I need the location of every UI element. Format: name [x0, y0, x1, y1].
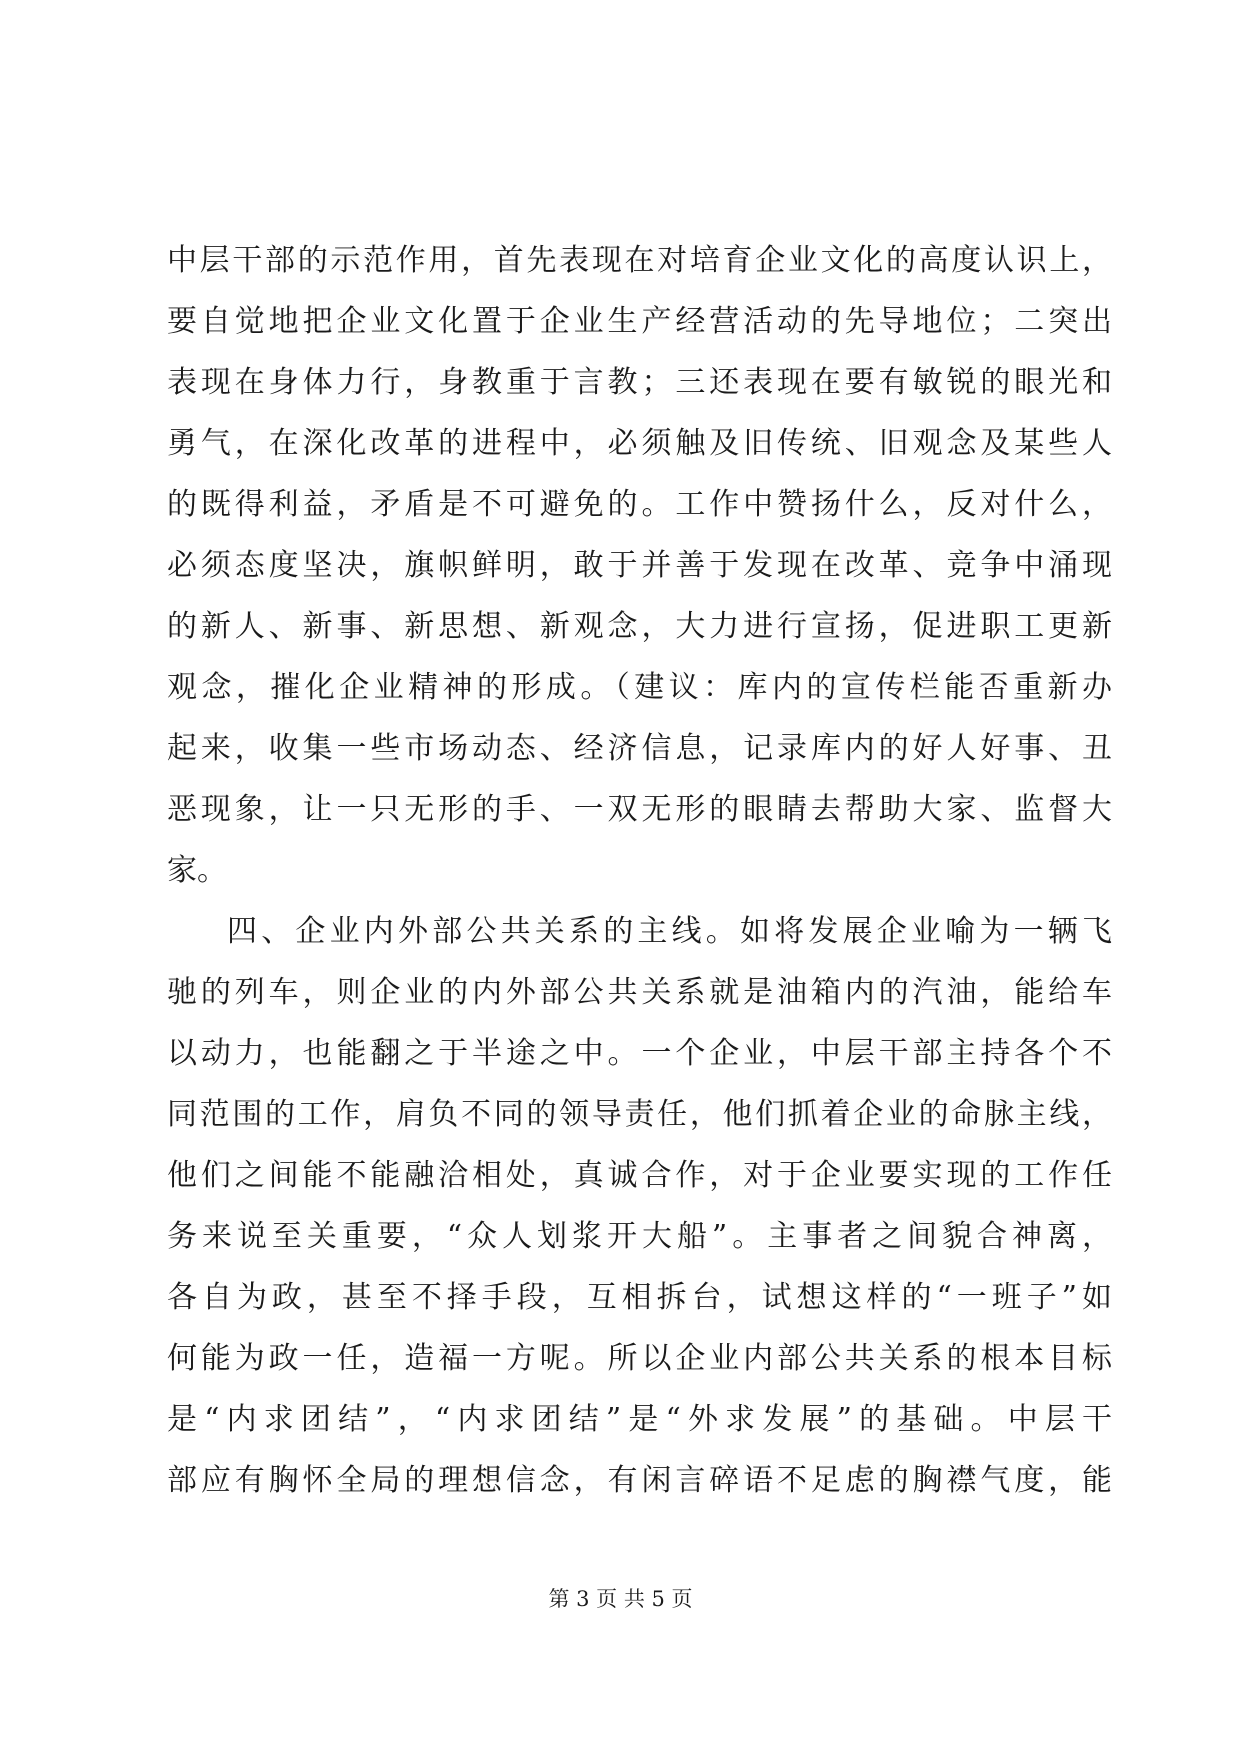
text-line: 起来，收集一些市场动态、经济信息，记录库内的好人好事、丑 — [167, 731, 1112, 766]
page-footer — [0, 1584, 1241, 1614]
text-line: 的既得利益，矛盾是不可避免的。工作中赞扬什么，反对什么， — [167, 487, 1112, 522]
text-line: 同范围的工作，肩负不同的领导责任，他们抓着企业的命脉主线， — [167, 1097, 1112, 1132]
text-line: 家。 — [167, 853, 227, 888]
text-line: 以动力，也能翻之于半途之中。一个企业，中层干部主持各个不 — [167, 1036, 1112, 1071]
text-line: 表现在身体力行，身教重于言教；三还表现在要有敏锐的眼光和 — [167, 365, 1112, 400]
text-line: 四、企业内外部公共关系的主线。如将发展企业喻为一辆飞 — [227, 914, 1112, 949]
text-line: 是“内求团结”，“内求团结”是“外求发展”的基础。中层干 — [167, 1402, 1112, 1437]
text-line: 必须态度坚决，旗帜鲜明，敢于并善于发现在改革、竞争中涌现 — [167, 548, 1112, 583]
text-line: 他们之间能不能融洽相处，真诚合作，对于企业要实现的工作任 — [167, 1158, 1112, 1193]
text-line: 各自为政，甚至不择手段，互相拆台，试想这样的“一班子”如 — [167, 1280, 1112, 1315]
text-line: 驰的列车，则企业的内外部公共关系就是油箱内的汽油，能给车 — [167, 975, 1112, 1010]
text-line: 务来说至关重要，“众人划浆开大船”。主事者之间貌合神离， — [167, 1219, 1112, 1254]
text-line: 勇气，在深化改革的进程中，必须触及旧传统、旧观念及某些人 — [167, 426, 1112, 461]
document-body — [167, 230, 1112, 1511]
paragraph — [167, 901, 1112, 1511]
text-line: 恶现象，让一只无形的手、一双无形的眼睛去帮助大家、监督大 — [167, 792, 1112, 827]
text-line: 何能为政一任，造福一方呢。所以企业内部公共关系的根本目标 — [167, 1341, 1112, 1376]
text-line: 中层干部的示范作用，首先表现在对培育企业文化的高度认识上， — [167, 243, 1112, 278]
text-line: 的新人、新事、新思想、新观念，大力进行宣扬，促进职工更新 — [167, 609, 1112, 644]
text-line: 要自觉地把企业文化置于企业生产经营活动的先导地位；二突出 — [167, 304, 1112, 339]
paragraph — [167, 230, 1112, 901]
text-line: 观念，摧化企业精神的形成。（建议：库内的宣传栏能否重新办 — [167, 670, 1112, 705]
text-line: 部应有胸怀全局的理想信念，有闲言碎语不足虑的胸襟气度，能 — [167, 1463, 1112, 1498]
page-number: 第 3 页 共 5 页 — [548, 1587, 693, 1611]
